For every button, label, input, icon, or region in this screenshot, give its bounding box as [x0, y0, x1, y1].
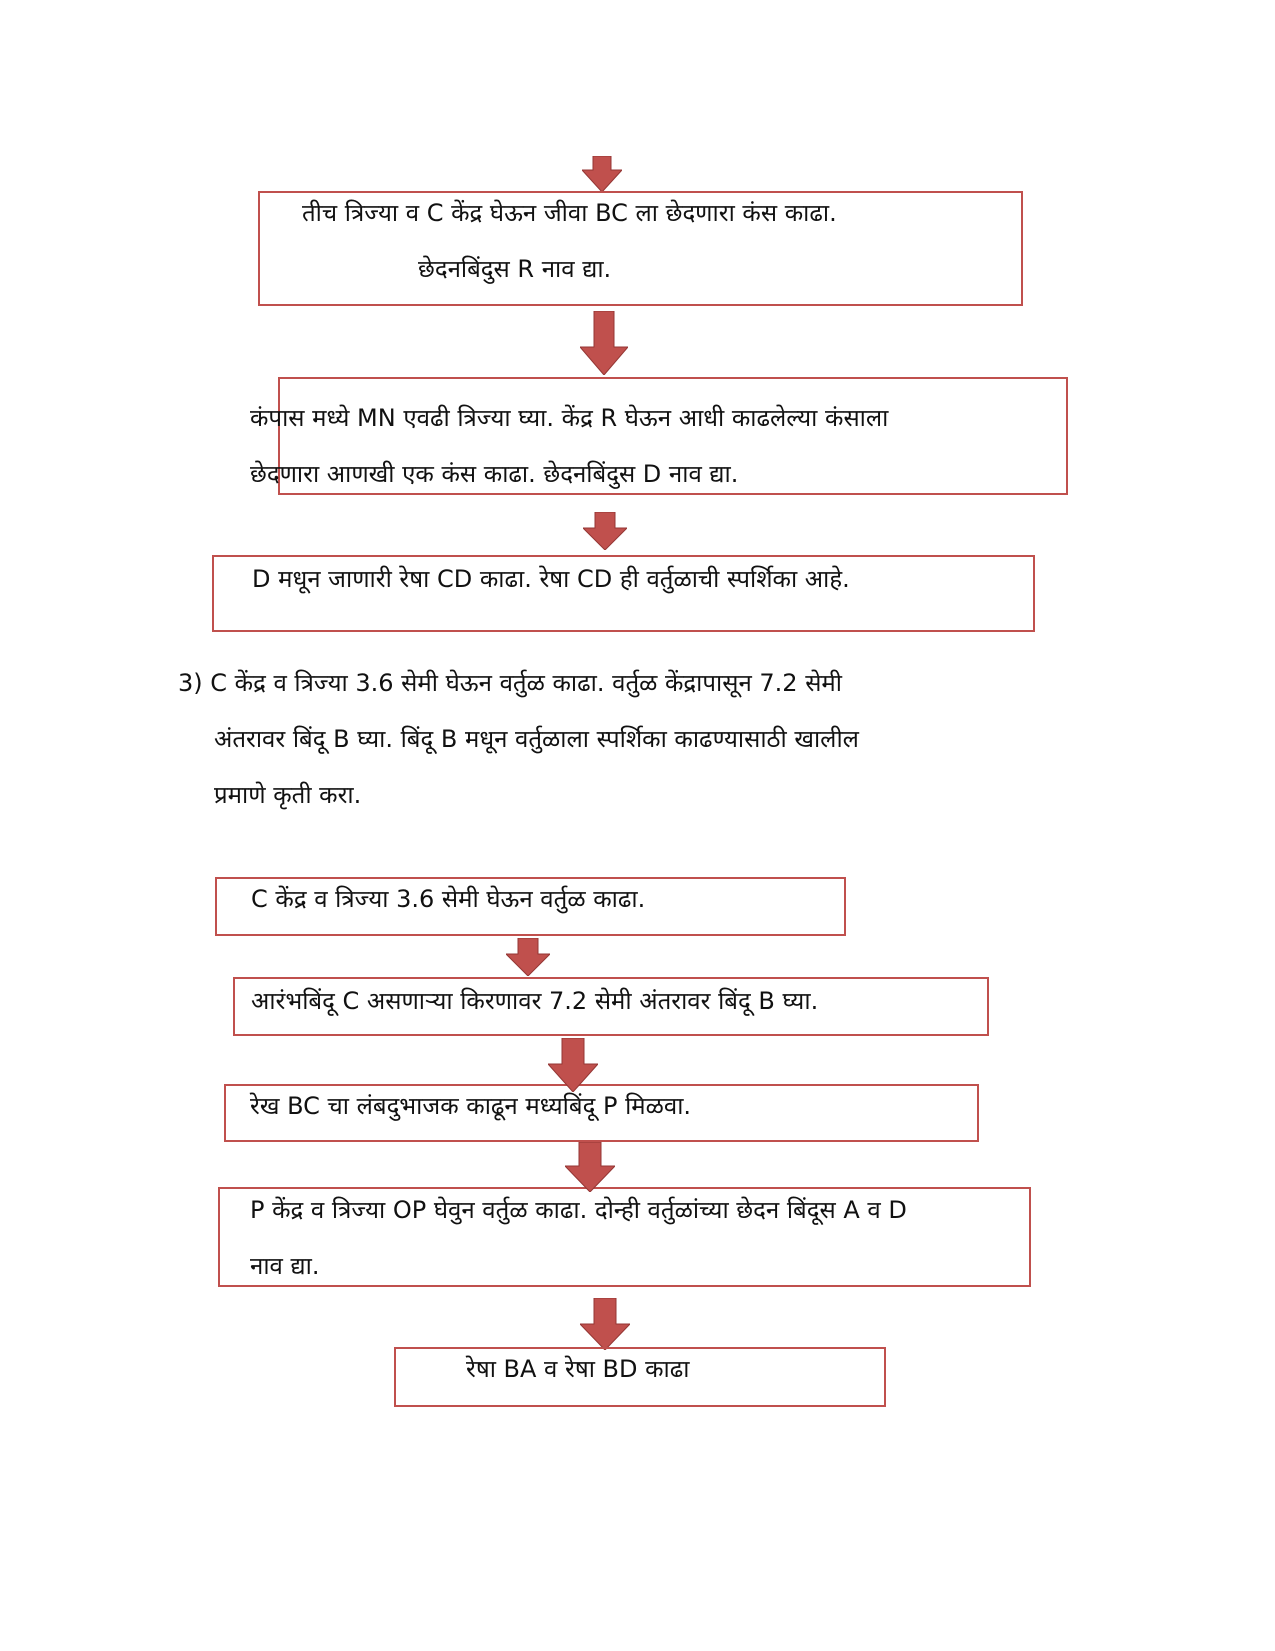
step-text: रेषा BA व रेषा BD काढा: [466, 1355, 690, 1383]
step-box-1: [258, 191, 1023, 306]
step-box-3: [212, 555, 1035, 632]
step-text: छेदणारा आणखी एक कंस काढा. छेदनबिंदुस D नाव द्या.: [250, 460, 739, 488]
down-arrow-icon: [565, 1142, 615, 1192]
step-text: नाव द्या.: [250, 1252, 320, 1280]
step-text: रेख BC चा लंबदुभाजक काढून मध्यबिंदू P मिळवा.: [250, 1092, 692, 1120]
step-text: D मधून जाणारी रेषा CD काढा. रेषा CD ही वर्तुळाची स्पर्शिका आहे.: [252, 565, 850, 593]
step-text: P केंद्र व त्रिज्या OP घेवुन वर्तुळ काढा. दोन्ही वर्तुळांच्या छेदन बिंदूस A व D: [250, 1196, 907, 1224]
down-arrow-icon: [548, 1038, 598, 1092]
down-arrow-icon: [583, 512, 627, 550]
step-box-4: [215, 877, 846, 936]
problem-line: प्रमाणे कृती करा.: [214, 781, 362, 809]
down-arrow-icon: [580, 311, 628, 375]
step-text: आरंभबिंदू C असणाऱ्या किरणावर 7.2 सेमी अंतरावर बिंदू B घ्या.: [251, 987, 819, 1015]
step-box-6: [224, 1084, 979, 1142]
step-text: C केंद्र व त्रिज्या 3.6 सेमी घेऊन वर्तुळ काढा.: [251, 885, 646, 913]
problem-line: अंतरावर बिंदू B घ्या. बिंदू B मधून वर्तुळाला स्पर्शिका काढण्यासाठी खालील: [214, 725, 859, 753]
down-arrow-icon: [582, 156, 622, 192]
down-arrow-icon: [506, 938, 550, 976]
step-box-8: [394, 1347, 886, 1407]
step-text: छेदनबिंदुस R नाव द्या.: [418, 255, 612, 283]
step-text: कंपास मध्ये MN एवढी त्रिज्या घ्या. केंद्र R घेऊन आधी काढलेल्या कंसाला: [250, 404, 889, 432]
step-box-5: [233, 977, 989, 1036]
down-arrow-icon: [580, 1298, 630, 1350]
step-text: तीच त्रिज्या व C केंद्र घेऊन जीवा BC ला छेदणारा कंस काढा.: [302, 199, 837, 227]
problem-line: 3) C केंद्र व त्रिज्या 3.6 सेमी घेऊन वर्तुळ काढा. वर्तुळ केंद्रापासून 7.2 सेमी: [178, 669, 842, 697]
